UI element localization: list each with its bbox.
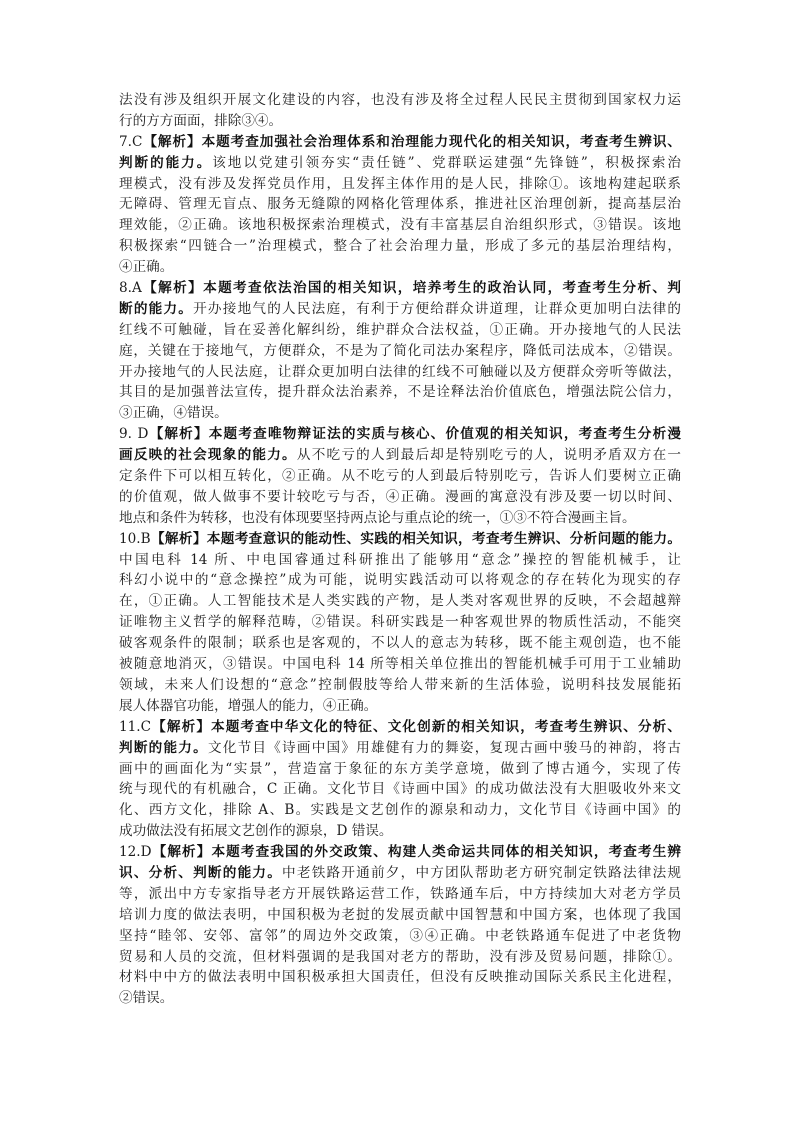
text-line bbox=[119, 967, 681, 988]
text-line bbox=[119, 988, 681, 1009]
answer-paragraph bbox=[119, 278, 681, 424]
text-line bbox=[119, 132, 681, 153]
text-line bbox=[119, 257, 681, 278]
text-line bbox=[119, 111, 681, 132]
analysis-body-text: 理模式，没有涉及发挥党员作用，且发挥主体作用的是人民，排除①。该地构建起联系 bbox=[119, 175, 681, 192]
analysis-emphasis-text: 断的能力。 bbox=[119, 300, 194, 317]
text-line bbox=[119, 299, 681, 320]
analysis-body-text: 红线不可触碰，旨在妥善化解纠纷，维护群众合法权益，①正确。开办接地气的人民法 bbox=[119, 321, 681, 338]
text-line bbox=[119, 759, 681, 780]
analysis-body-text: 统与现代的有机融合，C 正确。文化节目《诗画中国》的成功做法没有大胆吸收外来文 bbox=[119, 781, 681, 798]
text-line bbox=[119, 382, 681, 403]
analysis-body-text: 科幻小说中的“意念操控”成为可能，说明实践活动可以将观念的存在转化为现实的存 bbox=[119, 572, 681, 589]
analysis-body-text: 理效能，②正确。该地积极探索治理模式，没有丰富基层自治组织形式，③错误。该地 bbox=[119, 217, 681, 234]
analysis-body-text: 画中的画面化为“实景”，营造富于象征的东方美学意境，做到了博古通今，实现了传 bbox=[119, 760, 681, 777]
text-line bbox=[119, 947, 681, 968]
analysis-body-text: ②错误。 bbox=[119, 990, 174, 1007]
analysis-body-text: 破客观条件的限制；联系也是客观的，不以人的意志为转移，既不能主观创造，也不能 bbox=[119, 635, 681, 652]
text-line bbox=[119, 341, 681, 362]
text-line bbox=[119, 194, 681, 215]
text-line bbox=[119, 905, 681, 926]
analysis-body-text: 开办接地气的人民法庭，让群众更加明白法律的红线不可触碰以及方便群众旁听等做法， bbox=[119, 363, 681, 380]
answer-paragraph bbox=[119, 424, 681, 528]
analysis-body-text: 在，①正确。人工智能技术是人类实践的产物，是人类对客观世界的反映，不会超越辩 bbox=[119, 593, 681, 610]
text-line bbox=[119, 508, 681, 529]
text-line bbox=[119, 884, 681, 905]
analysis-body-text: 法没有涉及组织开展文化建设的内容，也没有涉及将全过程人民民主贯彻到国家权力运 bbox=[119, 92, 681, 108]
text-line bbox=[119, 174, 681, 195]
analysis-body-text: 坚持“睦邻、安邻、富邻”的周边外交政策，③④正确。中老铁路通车促进了中老货物 bbox=[119, 927, 681, 944]
text-line bbox=[119, 654, 681, 675]
analysis-body-text: 材料中中方的做法表明中国积极承担大国责任，但没有反映推动国际关系民主化进程， bbox=[119, 969, 681, 986]
analysis-body-text: 成功做法没有拓展文艺创作的源泉，D 错误。 bbox=[119, 823, 393, 840]
analysis-body-text: 7.C bbox=[119, 133, 143, 150]
analysis-body-text: 化、西方文化，排除 A、B。实践是文艺创作的源泉和动力，文化节目《诗画中国》的 bbox=[119, 802, 681, 819]
text-line bbox=[119, 320, 681, 341]
analysis-body-text: 地点和条件为转移，也没有体现要坚持两点论与重点论的统一，①③不符合漫画主旨。 bbox=[119, 509, 636, 526]
analysis-body-text: 等，派出中方专家指导老方开展铁路运营工作，铁路通车后，中方持续加大对老方学员 bbox=[119, 885, 681, 902]
analysis-body-text: 从不吃亏的人到最后却是特别吃亏的人，说明矛盾双方在一 bbox=[296, 447, 681, 464]
analysis-emphasis-text: 【解析】本题考查意识的能动性、实践的相关知识，考查考生辨识、分析问题的能力。 bbox=[150, 530, 681, 547]
text-line bbox=[119, 236, 681, 257]
analysis-body-text: 无障碍、管理无盲点、服务无缝隙的网格化管理体系，推进社区治理创新，提高基层治 bbox=[119, 196, 681, 213]
text-line bbox=[119, 717, 681, 738]
text-line bbox=[119, 926, 681, 947]
analysis-body-text: ④正确。 bbox=[119, 259, 174, 276]
text-line bbox=[119, 570, 681, 591]
analysis-body-text: 定条件下可以相互转化，②正确。从不吃亏的人到最后特别吃亏，告诉人们要树立正确 bbox=[119, 468, 681, 485]
analysis-body-text: 领域，未来人们设想的“意念”控制假肢等给人带来新的生活体验，说明科技发展能拓 bbox=[119, 676, 681, 693]
text-line bbox=[119, 153, 681, 174]
text-line bbox=[119, 466, 681, 487]
analysis-body-text: 证唯物主义哲学的解释范畴，②错误。科研实践是一种客观世界的物质性活动，不能突 bbox=[119, 614, 681, 631]
text-line bbox=[119, 424, 681, 445]
analysis-body-text: 培训力度的做法表明，中国积极为老挝的发展贡献中国智慧和中国方案，也体现了我国 bbox=[119, 906, 681, 923]
text-line bbox=[119, 591, 681, 612]
text-line bbox=[119, 278, 681, 299]
answer-paragraph bbox=[119, 90, 681, 132]
text-line bbox=[119, 821, 681, 842]
analysis-emphasis-text: 【解析】本题考查依法治国的相关知识，培养考生的政治认同，考查考生分析、判 bbox=[141, 280, 681, 297]
text-line bbox=[119, 362, 681, 383]
answer-paragraph bbox=[119, 529, 681, 717]
analysis-body-text: 该地以党建引领夯实“责任链”、党群联运建强“先锋链”，积极探索治 bbox=[212, 154, 681, 171]
analysis-body-text: 庭，关键在于接地气，方便群众，不是为了简化司法办案程序，降低司法成本，②错误。 bbox=[119, 342, 681, 359]
answer-paragraph bbox=[119, 717, 681, 842]
analysis-body-text: 贸易和人员的交流，但材料强调的是我国对老方的帮助，没有涉及贸易问题，排除①。 bbox=[119, 948, 681, 965]
answer-paragraph bbox=[119, 132, 681, 278]
analysis-body-text: 其目的是加强普法宣传，提升群众法治素养，不是诠释法治价值底色，增强法院公信力， bbox=[119, 384, 681, 401]
analysis-body-text: 被随意地消灭，③错误。中国电科 14 所等相关单位推出的智能机械手可用于工业辅助 bbox=[119, 656, 681, 673]
analysis-emphasis-text: 【解析】本题考查唯物辩证法的实质与核心、价值观的相关知识，考查考生分析漫 bbox=[148, 426, 681, 443]
answer-paragraph bbox=[119, 842, 681, 1009]
text-line bbox=[119, 215, 681, 236]
text-line bbox=[119, 445, 681, 466]
analysis-emphasis-text: 【解析】本题考查我国的外交政策、构建人类命运共同体的相关知识，考查考生辨 bbox=[151, 844, 681, 861]
analysis-body-text: 10.B bbox=[119, 530, 151, 547]
analysis-body-text: 8.A bbox=[119, 280, 142, 297]
text-line bbox=[119, 90, 681, 111]
analysis-emphasis-text: 【解析】本题考查中华文化的特征、文化创新的相关知识，考查考生辨识、分析、 bbox=[151, 718, 681, 735]
text-line bbox=[119, 529, 681, 550]
analysis-emphasis-text: 【解析】本题考查加强社会治理体系和治理能力现代化的相关知识，考查考生辨识、 bbox=[142, 133, 681, 150]
analysis-emphasis-text: 判断的能力。 bbox=[119, 154, 213, 171]
answer-analysis-document bbox=[119, 90, 681, 1009]
text-line bbox=[119, 550, 681, 571]
analysis-body-text: 9. D bbox=[119, 426, 149, 443]
analysis-body-text: ③正确，④错误。 bbox=[119, 405, 228, 422]
analysis-body-text: 中国电科 14 所、中电国睿通过科研推出了能够用“意念”操控的智能机械手，让 bbox=[119, 551, 681, 568]
text-line bbox=[119, 675, 681, 696]
text-line bbox=[119, 842, 681, 863]
text-line bbox=[119, 612, 681, 633]
analysis-body-text: 的价值观，做人做事不要计较吃亏与否，④正确。漫画的寓意没有涉及要一切以时间、 bbox=[119, 488, 681, 505]
analysis-body-text: 开办接地气的人民法庭，有利于方便给群众讲道理，让群众更加明白法律的 bbox=[193, 300, 681, 317]
analysis-emphasis-text: 判断的能力。 bbox=[119, 739, 208, 756]
analysis-body-text: 11.C bbox=[119, 718, 152, 735]
analysis-body-text: 12.D bbox=[119, 844, 152, 861]
text-line bbox=[119, 403, 681, 424]
analysis-emphasis-text: 画反映的社会现象的能力。 bbox=[119, 447, 297, 464]
text-line bbox=[119, 863, 681, 884]
text-line bbox=[119, 800, 681, 821]
analysis-emphasis-text: 识、分析、判断的能力。 bbox=[119, 864, 283, 881]
analysis-body-text: 中老铁路开通前夕，中方团队帮助老方研究制定铁路法律法规 bbox=[282, 864, 681, 881]
text-line bbox=[119, 696, 681, 717]
analysis-body-text: 文化节目《诗画中国》用雄健有力的舞姿，复现古画中骏马的神韵，将古 bbox=[207, 739, 681, 756]
text-line bbox=[119, 779, 681, 800]
text-line bbox=[119, 633, 681, 654]
analysis-body-text: 积极探索“四链合一”治理模式，整合了社会治理力量，形成了多元的基层治理结构， bbox=[119, 238, 681, 255]
text-line bbox=[119, 487, 681, 508]
text-line bbox=[119, 738, 681, 759]
analysis-body-text: 行的方方面面，排除③④。 bbox=[119, 112, 283, 129]
analysis-body-text: 展人体器官功能，增强人的能力，④正确。 bbox=[119, 697, 378, 714]
